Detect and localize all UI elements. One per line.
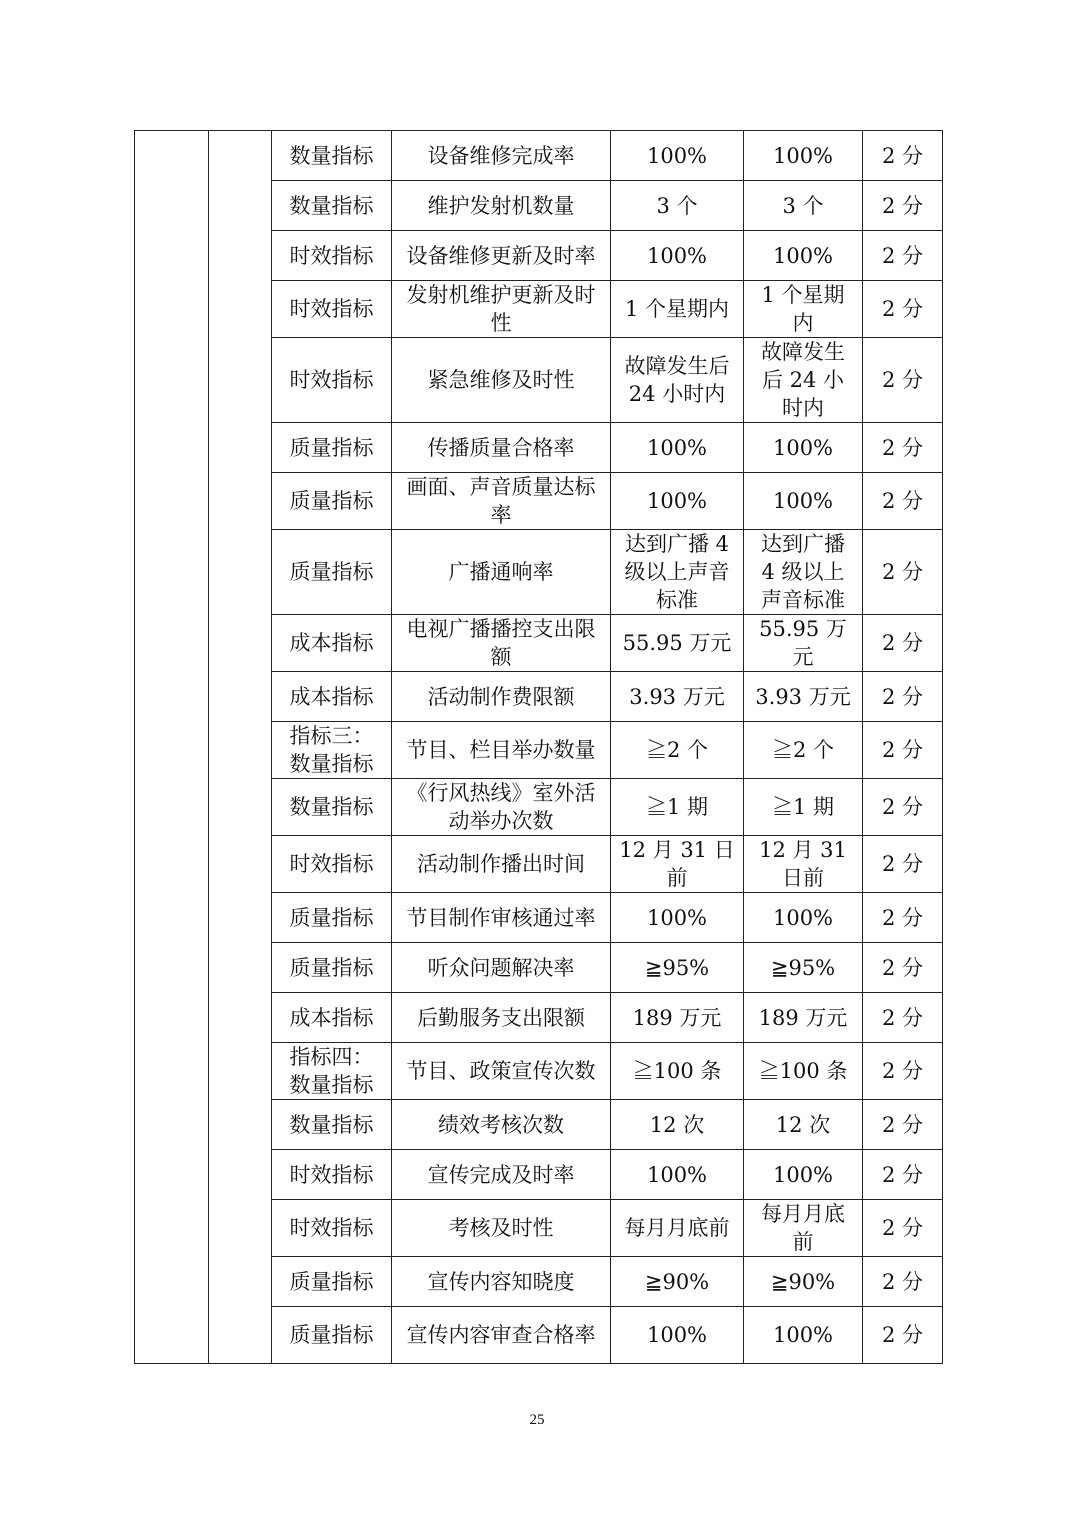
indicator-category-cell: 时效指标 <box>272 1150 392 1200</box>
indicator-category-cell: 时效指标 <box>272 1200 392 1257</box>
merged-blank-column-1 <box>135 131 209 1364</box>
indicator-category-cell: 时效指标 <box>272 836 392 893</box>
actual-value-cell: ≧1 期 <box>744 779 863 836</box>
indicator-category-cell: 指标三：数量指标 <box>272 722 392 779</box>
score-cell: 2 分 <box>863 893 943 943</box>
indicator-name-cell: 传播质量合格率 <box>392 423 611 473</box>
target-value-cell: ≧95% <box>611 943 744 993</box>
actual-value-cell: 55.95 万元 <box>744 615 863 672</box>
indicator-category-cell: 质量指标 <box>272 530 392 615</box>
actual-value-cell: 100% <box>744 1150 863 1200</box>
indicator-category-cell: 质量指标 <box>272 423 392 473</box>
target-value-cell: 100% <box>611 1150 744 1200</box>
target-value-cell: 12 月 31 日前 <box>611 836 744 893</box>
target-value-cell: 100% <box>611 893 744 943</box>
indicator-name-cell: 画面、声音质量达标率 <box>392 473 611 530</box>
target-value-cell: 100% <box>611 473 744 530</box>
score-cell: 2 分 <box>863 338 943 423</box>
indicator-category-cell: 质量指标 <box>272 893 392 943</box>
indicator-category-cell: 数量指标 <box>272 131 392 181</box>
score-cell: 2 分 <box>863 943 943 993</box>
actual-value-cell: 100% <box>744 893 863 943</box>
indicator-category-cell: 质量指标 <box>272 473 392 530</box>
target-value-cell: 达到广播 4 级以上声音标准 <box>611 530 744 615</box>
target-value-cell: 1 个星期内 <box>611 281 744 338</box>
target-value-cell: 100% <box>611 131 744 181</box>
actual-value-cell: ≧90% <box>744 1257 863 1307</box>
table-row <box>135 131 943 181</box>
indicator-category-cell: 时效指标 <box>272 231 392 281</box>
indicator-category-cell: 时效指标 <box>272 338 392 423</box>
score-cell: 2 分 <box>863 231 943 281</box>
actual-value-cell: 故障发生后 24 小时内 <box>744 338 863 423</box>
indicator-name-cell: 电视广播播控支出限额 <box>392 615 611 672</box>
score-cell: 2 分 <box>863 281 943 338</box>
indicator-category-cell: 质量指标 <box>272 943 392 993</box>
table-body <box>135 131 943 1364</box>
target-value-cell: 3.93 万元 <box>611 672 744 722</box>
indicator-category-cell: 质量指标 <box>272 1257 392 1307</box>
indicator-table-container <box>134 130 942 1364</box>
merged-blank-column-2 <box>209 131 272 1364</box>
indicator-category-cell: 数量指标 <box>272 1100 392 1150</box>
actual-value-cell: 3 个 <box>744 181 863 231</box>
score-cell: 2 分 <box>863 722 943 779</box>
indicator-category-cell: 成本指标 <box>272 615 392 672</box>
indicator-name-cell: 宣传完成及时率 <box>392 1150 611 1200</box>
actual-value-cell: 3.93 万元 <box>744 672 863 722</box>
indicator-name-cell: 听众问题解决率 <box>392 943 611 993</box>
indicator-name-cell: 《行风热线》室外活动举办次数 <box>392 779 611 836</box>
indicator-name-cell: 宣传内容知晓度 <box>392 1257 611 1307</box>
target-value-cell: 100% <box>611 231 744 281</box>
score-cell: 2 分 <box>863 530 943 615</box>
score-cell: 2 分 <box>863 1150 943 1200</box>
actual-value-cell: 12 月 31 日前 <box>744 836 863 893</box>
score-cell: 2 分 <box>863 779 943 836</box>
indicator-name-cell: 广播通响率 <box>392 530 611 615</box>
score-cell: 2 分 <box>863 1200 943 1257</box>
score-cell: 2 分 <box>863 672 943 722</box>
actual-value-cell: 达到广播 4 级以上声音标准 <box>744 530 863 615</box>
target-value-cell: 每月月底前 <box>611 1200 744 1257</box>
performance-indicator-table <box>134 130 943 1364</box>
actual-value-cell: 100% <box>744 231 863 281</box>
indicator-name-cell: 设备维修完成率 <box>392 131 611 181</box>
indicator-name-cell: 活动制作播出时间 <box>392 836 611 893</box>
indicator-name-cell: 发射机维护更新及时性 <box>392 281 611 338</box>
score-cell: 2 分 <box>863 473 943 530</box>
indicator-name-cell: 节目、政策宣传次数 <box>392 1043 611 1100</box>
indicator-name-cell: 维护发射机数量 <box>392 181 611 231</box>
indicator-name-cell: 后勤服务支出限额 <box>392 993 611 1043</box>
score-cell: 2 分 <box>863 993 943 1043</box>
actual-value-cell: 100% <box>744 423 863 473</box>
indicator-name-cell: 节目制作审核通过率 <box>392 893 611 943</box>
target-value-cell: ≧100 条 <box>611 1043 744 1100</box>
target-value-cell: 55.95 万元 <box>611 615 744 672</box>
indicator-name-cell: 设备维修更新及时率 <box>392 231 611 281</box>
score-cell: 2 分 <box>863 1100 943 1150</box>
actual-value-cell: 100% <box>744 131 863 181</box>
indicator-category-cell: 数量指标 <box>272 181 392 231</box>
actual-value-cell: 每月月底前 <box>744 1200 863 1257</box>
indicator-name-cell: 宣传内容审查合格率 <box>392 1307 611 1364</box>
indicator-name-cell: 节目、栏目举办数量 <box>392 722 611 779</box>
actual-value-cell: 1 个星期内 <box>744 281 863 338</box>
score-cell: 2 分 <box>863 1043 943 1100</box>
indicator-name-cell: 考核及时性 <box>392 1200 611 1257</box>
target-value-cell: 100% <box>611 1307 744 1364</box>
indicator-category-cell: 指标四：数量指标 <box>272 1043 392 1100</box>
actual-value-cell: 12 次 <box>744 1100 863 1150</box>
target-value-cell: 12 次 <box>611 1100 744 1150</box>
actual-value-cell: ≧100 条 <box>744 1043 863 1100</box>
target-value-cell: 189 万元 <box>611 993 744 1043</box>
target-value-cell: ≧1 期 <box>611 779 744 836</box>
target-value-cell: ≧90% <box>611 1257 744 1307</box>
indicator-category-cell: 质量指标 <box>272 1307 392 1364</box>
indicator-name-cell: 活动制作费限额 <box>392 672 611 722</box>
score-cell: 2 分 <box>863 615 943 672</box>
indicator-category-cell: 成本指标 <box>272 993 392 1043</box>
score-cell: 2 分 <box>863 181 943 231</box>
score-cell: 2 分 <box>863 423 943 473</box>
page-number: 25 <box>529 1412 545 1428</box>
actual-value-cell: 189 万元 <box>744 993 863 1043</box>
target-value-cell: 故障发生后 24 小时内 <box>611 338 744 423</box>
target-value-cell: 3 个 <box>611 181 744 231</box>
indicator-category-cell: 成本指标 <box>272 672 392 722</box>
target-value-cell: 100% <box>611 423 744 473</box>
target-value-cell: ≧2 个 <box>611 722 744 779</box>
score-cell: 2 分 <box>863 1257 943 1307</box>
score-cell: 2 分 <box>863 1307 943 1364</box>
score-cell: 2 分 <box>863 131 943 181</box>
indicator-category-cell: 数量指标 <box>272 779 392 836</box>
actual-value-cell: ≧95% <box>744 943 863 993</box>
actual-value-cell: 100% <box>744 473 863 530</box>
score-cell: 2 分 <box>863 836 943 893</box>
indicator-category-cell: 时效指标 <box>272 281 392 338</box>
actual-value-cell: 100% <box>744 1307 863 1364</box>
actual-value-cell: ≧2 个 <box>744 722 863 779</box>
indicator-name-cell: 紧急维修及时性 <box>392 338 611 423</box>
indicator-name-cell: 绩效考核次数 <box>392 1100 611 1150</box>
